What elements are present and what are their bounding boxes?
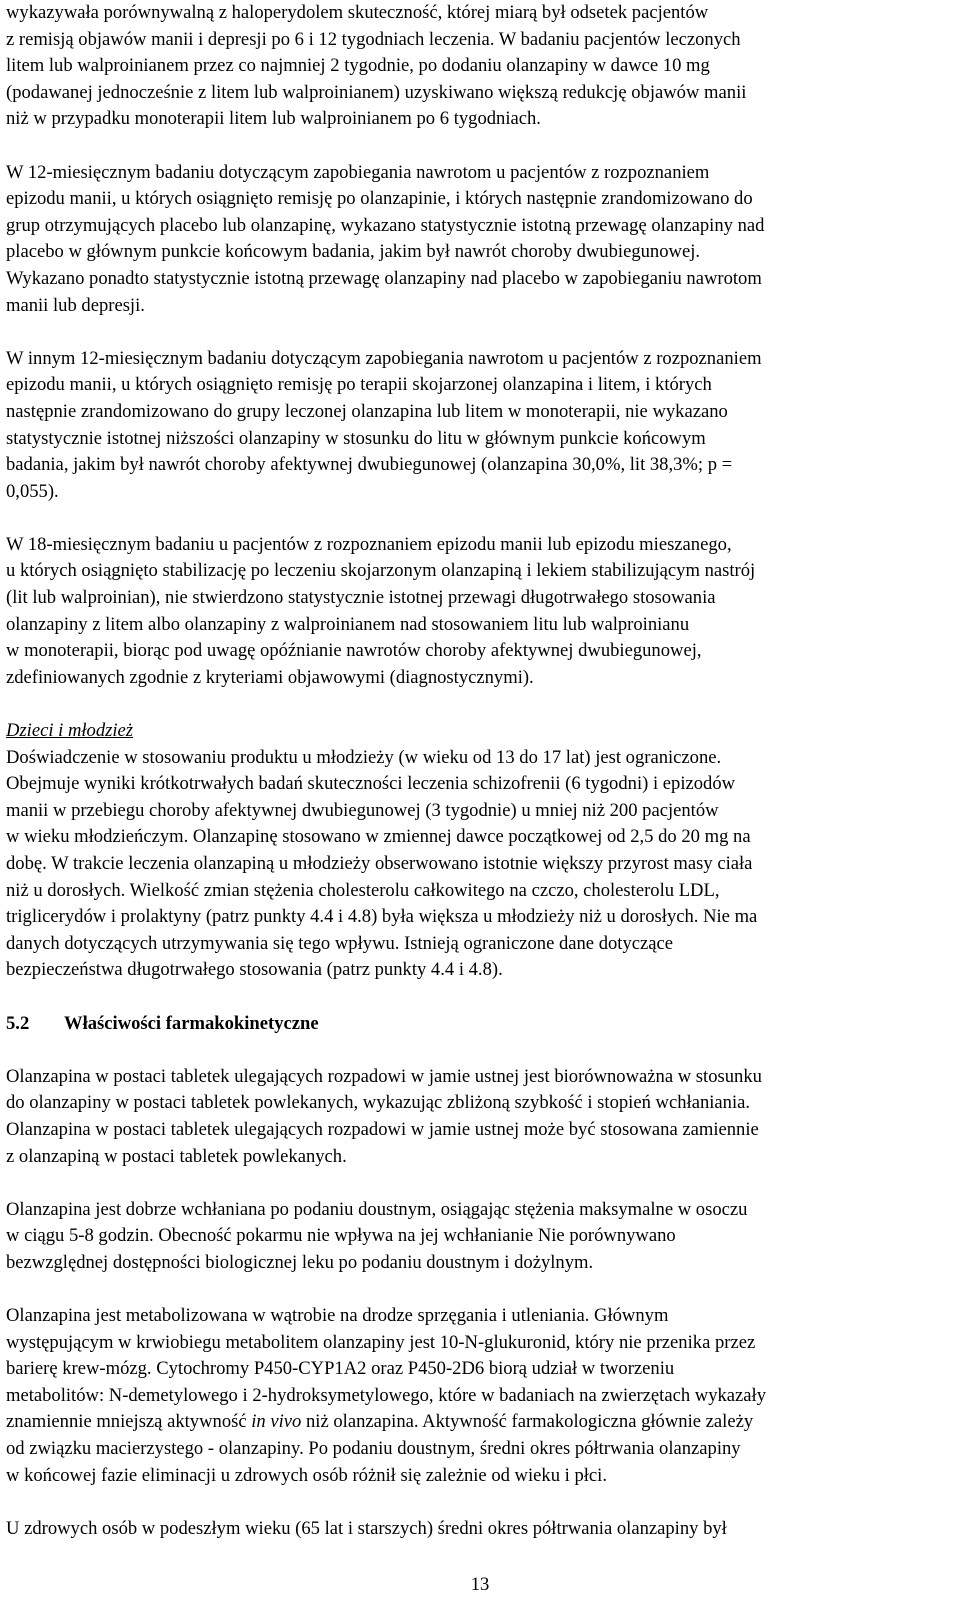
text-line: w końcowej fazie eliminacji u zdrowych osób różnił się zależnie od wieku i płci. [6,1464,607,1486]
text-line: niż w przypadku monoterapii litem lub walproinianem po 6 tygodniach. [6,108,541,130]
paragraph-other-12-month-study [6,346,942,506]
text-line: olanzapiny z litem albo olanzapiny z walproinianem nad stosowaniem litu lub walproinianu [6,613,690,635]
text-line: Olanzapina jest dobrze wchłaniana po podaniu doustnym, osiągając stężenia maksymalne w osoczu [6,1198,748,1220]
paragraph-bioequivalence [6,1064,942,1170]
text-line: statystycznie istotnej niższości olanzapiny w stosunku do litu w głównym punkcie końcowym [6,427,706,449]
section-title: Właściwości farmakokinetyczne [64,1012,319,1034]
text-segment: znamiennie mniejszą aktywność [6,1411,252,1433]
paragraph-adolescents [6,745,942,984]
text-line: manii lub depresji. [6,294,145,316]
text-line: w monoterapii, biorąc pod uwagę opóźnianie nawrotów choroby afektywnej dwubiegunowej, [6,640,702,662]
page-number: 13 [470,1574,490,1595]
text-line: 0,055). [6,480,59,502]
text-line: wykazywała porównywalną z haloperydolem skuteczność, której miarą był odsetek pacjentów [6,2,709,23]
text-line: metabolitów: N-demetylowego i 2-hydroksymetylowego, które w badaniach na zwierzętach wykazały [6,1384,767,1406]
text-line: badania, jakim był nawrót choroby afektywnej dwubiegunowej (olanzapina 30,0%, lit 38,3%; p = [6,454,733,476]
text-line: U zdrowych osób w podeszłym wieku (65 lat i starszych) średni okres półtrwania olanzapiny był [6,1517,727,1539]
text-line: zdefiniowanych zgodnie z kryteriami objawowymi (diagnostycznymi). [6,666,534,688]
text-line: Obejmuje wyniki krótkotrwałych badań skuteczności leczenia schizofrenii (6 tygodni) i epizodów [6,773,736,795]
subheading-children [6,718,942,745]
text-line: Doświadczenie w stosowaniu produktu u młodzieży (w wieku od 13 do 17 lat) jest ograniczone. [6,746,722,768]
text-line: w wieku młodzieńczym. Olanzapinę stosowano w zmiennej dawce początkowej od 2,5 do 20 mg na [6,826,751,848]
text-line: u których osiągnięto stabilizację po leczeniu skojarzonym olanzapiną i lekiem stabilizującym nastrój [6,560,756,582]
text-line: (lit lub walproinian), nie stwierdzono statystycznie istotnej przewagi długotrwałego stosowania [6,587,716,609]
text-line: manii w przebiegu choroby afektywnej dwubiegunowej (3 tygodnie) u mniej niż 200 pacjentów [6,799,719,821]
paragraph-elderly [6,1516,942,1543]
text-line: W innym 12-miesięcznym badaniu dotyczącym zapobiegania nawrotom u pacjentów z rozpoznaniem [6,347,762,369]
text-line: W 12-miesięcznym badaniu dotyczącym zapobiegania nawrotom u pacjentów z rozpoznaniem [6,161,710,183]
text-line: bezpieczeństwa długotrwałego stosowania (patrz punkty 4.4 i 4.8). [6,959,503,981]
paragraph-metabolism [6,1303,942,1489]
paragraph-absorption [6,1197,942,1277]
text-line: z remisją objawów manii i depresji po 6 i 12 tygodniach leczenia. W badaniu pacjentów leczonych [6,28,741,50]
text-line: danych dotyczących utrzymywania się tego wpływu. Istnieją ograniczone dane dotyczące [6,932,674,954]
text-line: triglicerydów i prolaktyny (patrz punkty 4.4 i 4.8) była większa u młodzieży niż u dorosłych. Nie ma [6,906,758,928]
text-line: Wykazano ponadto statystycznie istotną przewagę olanzapiny nad placebo w zapobieganiu nawrotom [6,267,762,289]
text-line: epizodu manii, u których osiągnięto remisję po olanzapinie, i których następnie zrandomizowano do [6,188,753,210]
subheading-text: Dzieci i młodzież [6,720,134,742]
italic-term: in vivo [251,1411,302,1433]
paragraph-bipolar-results [6,0,942,133]
text-segment: niż olanzapina. Aktywność farmakologiczna głównie zależy [301,1411,754,1433]
text-line: od związku macierzystego - olanzapiny. Po podaniu doustnym, średni okres półtrwania olanzapiny [6,1438,741,1460]
text-line: placebo w głównym punkcie końcowym badania, jakim był nawrót choroby dwubiegunowej. [6,241,701,263]
text-line: z olanzapiną w postaci tabletek powlekanych. [6,1145,347,1167]
section-number: 5.2 [6,1012,30,1034]
paragraph-18-month-study [6,532,942,692]
text-line: Olanzapina jest metabolizowana w wątrobie na drodze sprzęgania i utleniania. Głównym [6,1305,669,1327]
text-line: grup otrzymujących placebo lub olanzapinę, wykazano statystycznie istotną przewagę olanzapiny nad [6,214,765,236]
text-line: barierę krew-mózg. Cytochromy P450-CYP1A2 oraz P450-2D6 biorą udział w tworzeniu [6,1358,675,1380]
text-line: W 18-miesięcznym badaniu u pacjentów z rozpoznaniem epizodu manii lub epizodu mieszanego, [6,533,732,555]
text-line: bezwzględnej dostępności biologicznej leku po podaniu doustnym i dożylnym. [6,1251,594,1273]
section-heading [6,1011,942,1038]
text-line: Olanzapina w postaci tabletek ulegających rozpadowi w jamie ustnej jest biorównoważna w stosunku [6,1065,762,1087]
text-line: do olanzapiny w postaci tabletek powlekanych, wykazując zbliżoną szybkość i stopień wchłaniania. [6,1092,751,1114]
text-line: występującym w krwiobiegu metabolitem olanzapiny jest 10-N-glukuronid, który nie przenika przez [6,1331,756,1353]
text-line: litem lub walproinianem przez co najmniej 2 tygodnie, po dodaniu olanzapiny w dawce 10 mg [6,55,710,77]
text-line [6,1409,942,1436]
text-line: w ciągu 5-8 godzin. Obecność pokarmu nie wpływa na jej wchłanianie Nie porównywano [6,1225,676,1247]
text-line: epizodu manii, u których osiągnięto remisję po terapii skojarzonej olanzapina i litem, i których [6,374,712,396]
text-line: (podawanej jednocześnie z litem lub walproinianem) uzyskiwano większą redukcję objawów manii [6,81,747,103]
text-line: następnie zrandomizowano do grupy leczonej olanzapina lub litem w monoterapii, nie wykazano [6,400,728,422]
text-line: dobę. W trakcie leczenia olanzapiną u młodzieży obserwowano istotnie większy przyrost masy ciała [6,853,753,874]
text-line: Olanzapina w postaci tabletek ulegających rozpadowi w jamie ustnej może być stosowana zamiennie [6,1118,759,1140]
paragraph-12-month-study [6,160,942,320]
text-line: niż u dorosłych. Wielkość zmian stężenia cholesterolu całkowitego na czczo, cholesterolu LDL, [6,879,720,901]
